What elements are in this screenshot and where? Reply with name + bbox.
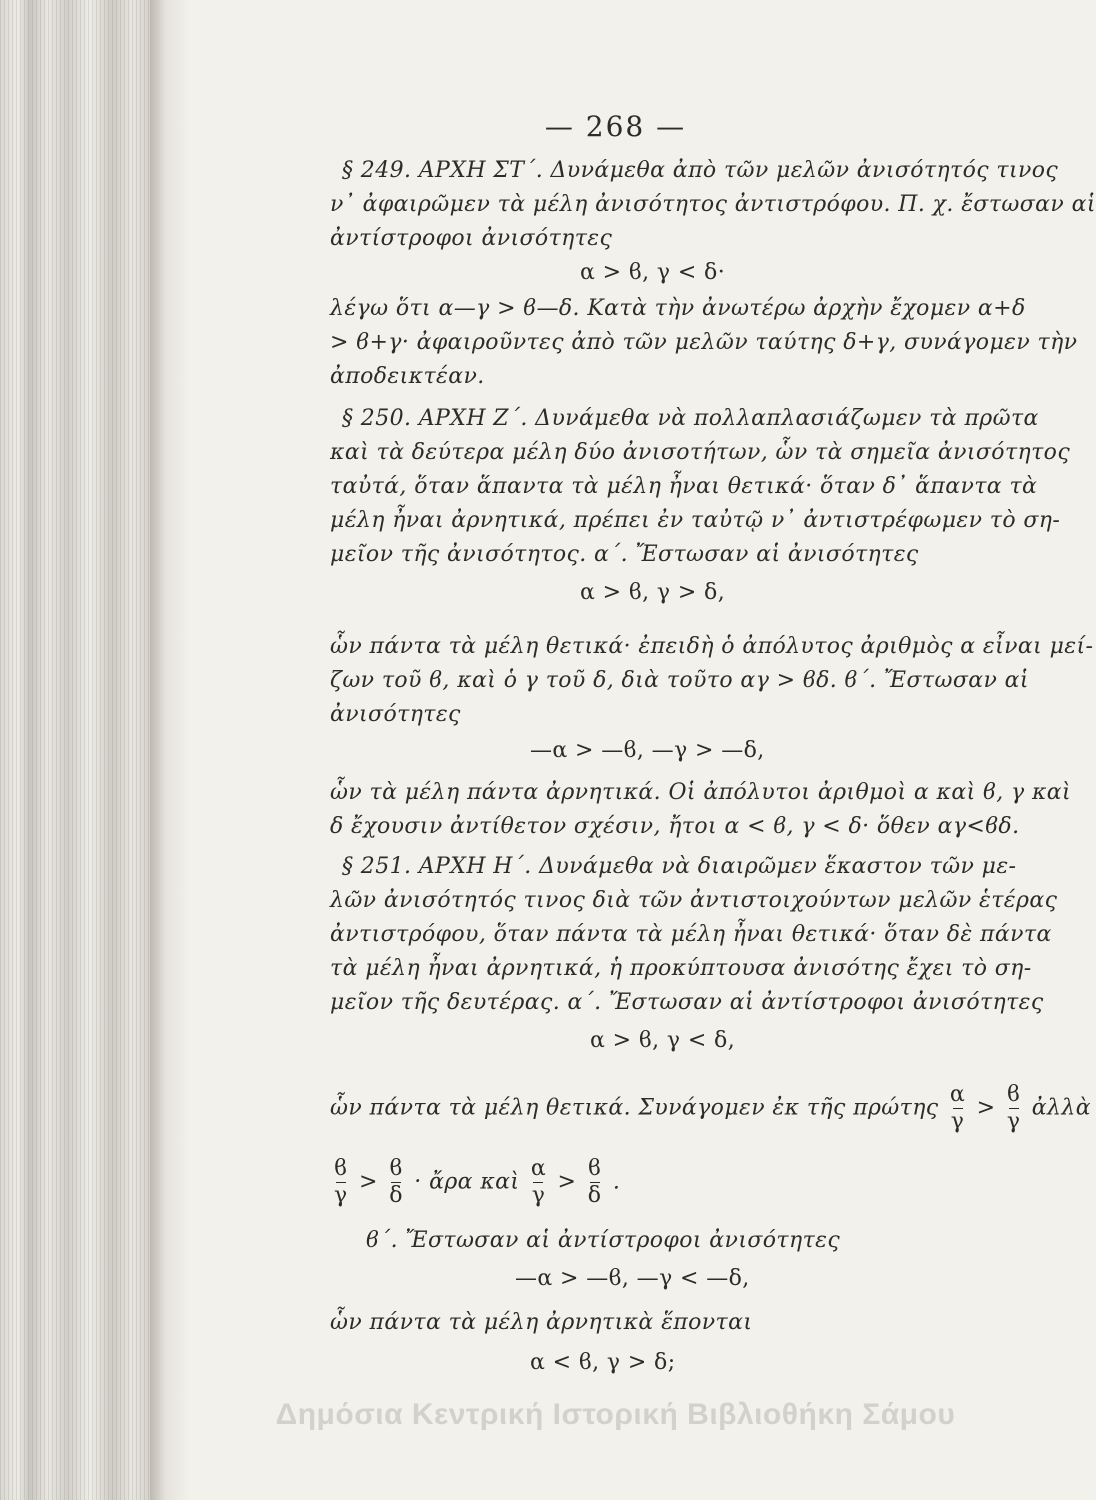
text-line: μέλη ἦναι ἀρνητικά, πρέπει ἐν ταὐτῷ ν᾽ ἀντιστρέφωμεν τὸ ση- — [330, 508, 1061, 533]
fraction — [334, 1158, 348, 1207]
fraction — [531, 1158, 546, 1207]
fraction-numerator: ϐ — [389, 1156, 403, 1181]
formula-line: α > ϐ, γ < δ, — [590, 1028, 736, 1053]
text-line: ἀποδεικτέαν. — [330, 364, 485, 389]
fraction-denominator: δ — [587, 1183, 602, 1208]
formula-line: —α > —ϐ, —γ > —δ, — [530, 738, 765, 763]
text-line: > ϐ+γ· ἀφαιροῦντες ἀπὸ τῶν μελῶν ταύτης δ+γ, συνάγομεν τὴν — [330, 330, 1078, 355]
fraction-numerator: α — [949, 1082, 966, 1107]
text-line: δ ἔχουσιν ἀντίθετον σχέσιν, ἤτοι α < ϐ, γ < δ· ὅθεν αγ<ϐδ. — [330, 814, 1020, 839]
book-page-edges — [0, 0, 150, 1500]
fraction — [1007, 1084, 1021, 1133]
fraction-denominator: γ — [334, 1183, 348, 1208]
formula-line: α < ϐ, γ > δ; — [530, 1350, 676, 1375]
period: . — [612, 1169, 621, 1195]
library-watermark: Δημόσια Κεντρική Ιστορική Βιβλιοθήκη Σάμου — [275, 1398, 956, 1431]
book-page — [190, 0, 1096, 1500]
fraction-denominator: γ — [531, 1183, 546, 1208]
fraction-numerator: ϐ — [334, 1156, 348, 1181]
text-line: § 250. ΑΡΧΗ Ζ΄. Δυνάμεθα νὰ πολλαπλασιάζωμεν τὰ πρῶτα — [342, 406, 1039, 431]
text-line — [330, 1084, 1091, 1133]
text-span: ἄρα καὶ — [429, 1169, 520, 1195]
fraction — [389, 1158, 403, 1207]
fraction-denominator: γ — [950, 1109, 965, 1134]
formula-line: α > ϐ, γ > δ, — [580, 580, 726, 605]
text-line: ταὐτά, ὅταν ἅπαντα τὰ μέλη ἦναι θετικά· ὅταν δ᾽ ἅπαντα τὰ — [330, 474, 1038, 499]
formula-line — [330, 1158, 620, 1207]
text-line: ἀντίστροφοι ἀνισότητες — [330, 226, 613, 251]
text-span: ὧν πάντα τὰ μέλη θετικά. Συνάγομεν ἐκ τῆς πρώτης — [330, 1095, 939, 1121]
inequality-sign: > — [976, 1095, 996, 1121]
fraction — [950, 1084, 965, 1133]
text-line: ὧν πάντα τὰ μέλη θετικά· ἐπειδὴ ὁ ἀπόλυτος ἀριθμὸς α εἶναι μεί- — [330, 634, 1094, 659]
fraction-numerator: ϐ — [1007, 1082, 1021, 1107]
text-span: ἀλλὰ — [1031, 1095, 1091, 1121]
fraction-denominator: γ — [1006, 1109, 1021, 1134]
text-line: ν᾽ ἀφαιρῶμεν τὰ μέλη ἀνισότητος ἀντιστρόφου. Π. χ. ἔστωσαν αἱ — [330, 192, 1096, 217]
text-line: καὶ τὰ δεύτερα μέλη δύο ἀνισοτήτων, ὧν τὰ σημεῖα ἀνισότητος — [330, 440, 1071, 465]
formula-line: α > ϐ, γ < δ· — [580, 260, 726, 285]
fraction — [588, 1158, 602, 1207]
text-line: ὧν πάντα τὰ μέλη ἀρνητικὰ ἕπονται — [330, 1310, 753, 1335]
formula-line: —α > —ϐ, —γ < —δ, — [515, 1266, 750, 1291]
text-line: λῶν ἀνισότητός τινος διὰ τῶν ἀντιστοιχούντων μελῶν ἑτέρας — [330, 888, 1058, 913]
fraction-denominator: δ — [389, 1183, 403, 1208]
fraction-numerator: ϐ — [588, 1156, 602, 1181]
inequality-sign: > — [557, 1169, 577, 1195]
text-line: § 251. ΑΡΧΗ Η΄. Δυνάμεθα νὰ διαιρῶμεν ἕκαστον τῶν με- — [342, 854, 1017, 879]
text-line: τὰ μέλη ἦναι ἀρνητικά, ἡ προκύπτουσα ἀνισότης ἔχει τὸ ση- — [330, 956, 1032, 981]
text-line: ἀνισότητες — [330, 702, 461, 727]
page-number: — 268 — — [544, 110, 687, 143]
text-line: μεῖον τῆς δευτέρας. α΄. Ἔστωσαν αἱ ἀντίστροφοι ἀνισότητες — [330, 990, 1044, 1015]
book-gutter-shadow — [150, 0, 190, 1500]
text-line: § 249. ΑΡΧΗ ΣΤ΄. Δυνάμεθα ἀπὸ τῶν μελῶν ἀνισότητός τινος — [342, 158, 1059, 183]
fraction-numerator: α — [530, 1156, 547, 1181]
text-line: μεῖον τῆς ἀνισότητος. α΄. Ἔστωσαν αἱ ἀνισότητες — [330, 542, 919, 567]
text-line: ἀντιστρόφου, ὅταν πάντα τὰ μέλη ἦναι θετικά· ὅταν δὲ πάντα — [330, 922, 1052, 947]
inequality-sign: > — [358, 1169, 378, 1195]
text-line: ὧν τὰ μέλη πάντα ἀρνητικά. Οἱ ἀπόλυτοι ἀριθμοὶ α καὶ ϐ, γ καὶ — [330, 780, 1072, 805]
text-line: λέγω ὅτι α—γ > ϐ—δ. Κατὰ τὴν ἀνωτέρω ἀρχὴν ἔχομεν α+δ — [330, 296, 1026, 321]
text-line: ζων τοῦ ϐ, καὶ ὁ γ τοῦ δ, διὰ τοῦτο αγ > ϐδ. ϐ΄. Ἔστωσαν αἱ — [330, 668, 1029, 693]
text-line: ϐ΄. Ἔστωσαν αἱ ἀντίστροφοι ἀνισότητες — [366, 1228, 841, 1253]
separator-dot: · — [414, 1169, 422, 1195]
